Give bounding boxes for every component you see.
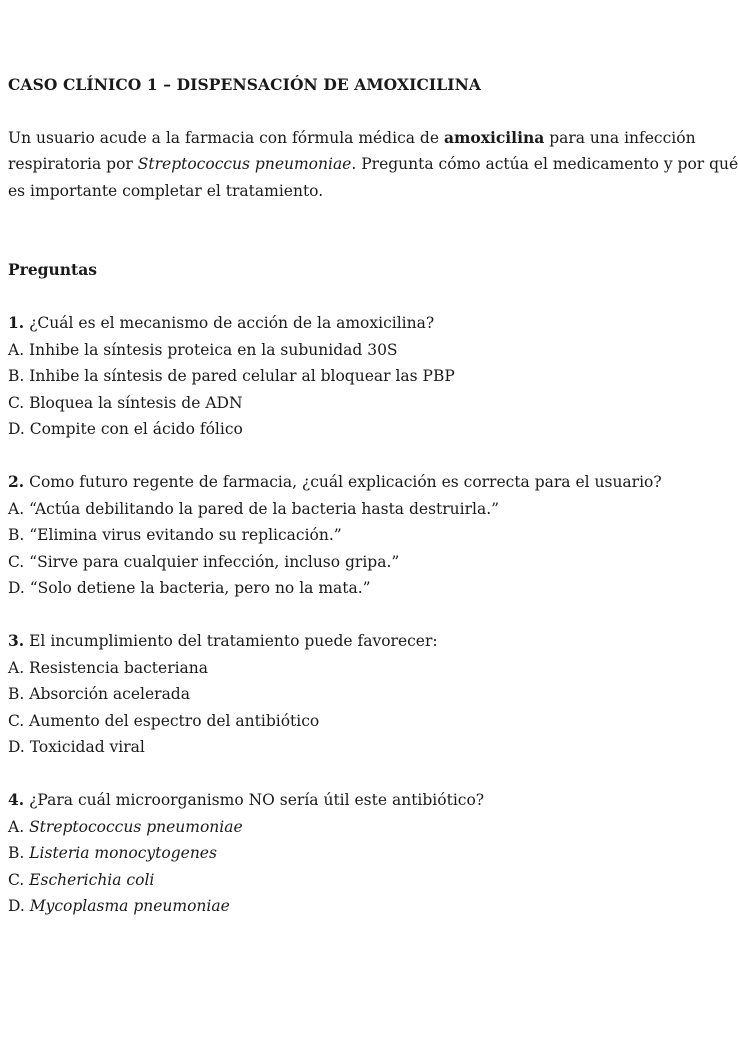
question-option: A. “Actúa debilitando la pared de la bacteria hasta destruirla.” [8, 499, 500, 518]
question-number: 3. [8, 631, 25, 650]
organism-name-italic: Streptococcus pneumoniae [29, 817, 243, 836]
question-option: B. Inhibe la síntesis de pared celular al bloquear las PBP [8, 367, 455, 385]
intro-line-2-text-after-italic: . Pregunta cómo actúa el medicamento y por qué [351, 155, 738, 173]
questions-list [8, 310, 738, 920]
intro-line-1 [8, 125, 738, 152]
drug-name-bold: amoxicilina [443, 127, 545, 147]
question-option: D. Compite con el ácido fólico [8, 420, 243, 438]
question-option: B. Absorción acelerada [8, 685, 190, 703]
question-text: Como futuro regente de farmacia, ¿cuál explicación es correcta para el usuario? [24, 473, 662, 491]
question-option [8, 893, 738, 920]
intro-line-1-text-before-bold: Un usuario acude a la farmacia con fórmula médica de [8, 128, 444, 147]
question-option [8, 814, 738, 841]
option-letter: C. [8, 870, 30, 889]
intro-line-2 [8, 151, 738, 178]
question-option: C. Bloquea la síntesis de ADN [8, 393, 243, 412]
option-letter: B. [8, 844, 30, 862]
question-stem [8, 787, 738, 814]
option-letter: D. [8, 897, 30, 915]
questions-section-heading: Preguntas [8, 260, 97, 279]
question-stem [8, 310, 738, 337]
question-number: 2. [8, 472, 25, 491]
case-intro-paragraph [8, 125, 738, 205]
intro-line-3: es importante completar el tratamiento. [8, 181, 324, 200]
intro-line-1-text-after-bold: para una infección [544, 128, 696, 147]
question-stem [8, 469, 738, 496]
document-title: CASO CLÍNICO 1 – DISPENSACIÓN DE AMOXICILINA [8, 75, 481, 94]
question-option [8, 840, 738, 867]
question-option: C. “Sirve para cualquier infección, incluso gripa.” [8, 552, 400, 571]
question-option: A. Inhibe la síntesis proteica en la subunidad 30S [8, 340, 398, 359]
question-option: A. Resistencia bacteriana [8, 658, 209, 677]
question-option: C. Aumento del espectro del antibiótico [8, 711, 320, 730]
question-text: ¿Para cuál microorganismo NO sería útil este antibiótico? [24, 791, 485, 809]
question-option: D. Toxicidad viral [8, 738, 145, 756]
question-option: D. “Solo detiene la bacteria, pero no la mata.” [8, 579, 371, 597]
question-block-3 [8, 628, 738, 761]
question-option [8, 867, 738, 894]
question-block-1 [8, 310, 738, 443]
question-number: 4. [8, 790, 25, 809]
organism-name-italic: Streptococcus pneumoniae [137, 155, 352, 173]
question-option: B. “Elimina virus evitando su replicación.” [8, 526, 342, 544]
question-stem [8, 628, 738, 655]
organism-name-italic: Mycoplasma pneumoniae [29, 897, 230, 915]
question-number: 1. [8, 313, 25, 332]
question-text: El incumplimiento del tratamiento puede favorecer: [24, 632, 438, 650]
question-block-2 [8, 469, 738, 602]
organism-name-italic: Escherichia coli [29, 870, 155, 889]
question-block-4 [8, 787, 738, 920]
intro-line-2-text-before-italic: respiratoria por [8, 155, 138, 173]
option-letter: A. [8, 817, 30, 836]
question-text: ¿Cuál es el mecanismo de acción de la amoxicilina? [24, 314, 435, 332]
organism-name-italic: Listeria monocytogenes [29, 844, 217, 862]
